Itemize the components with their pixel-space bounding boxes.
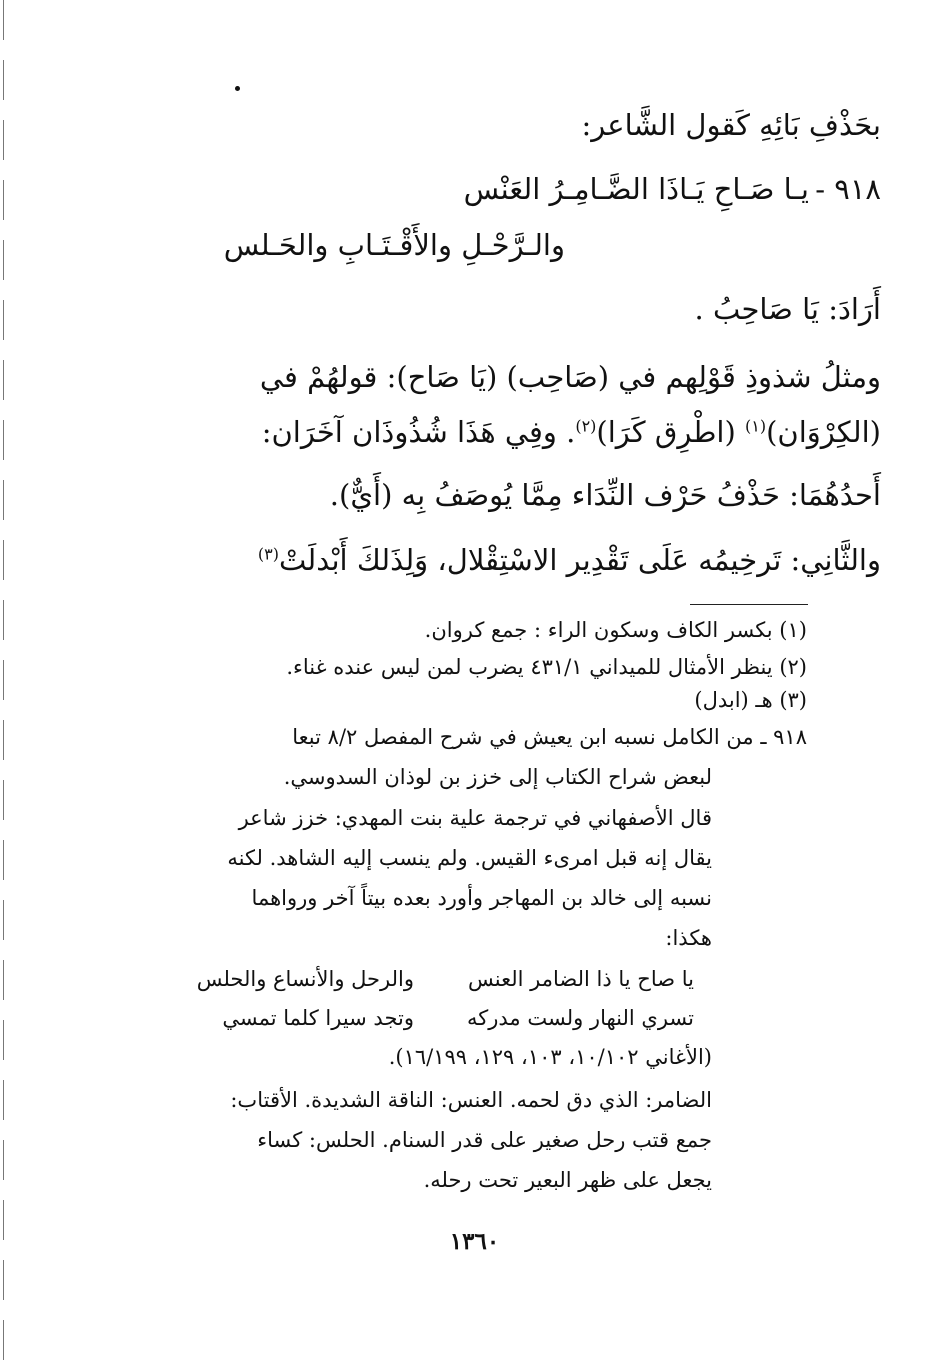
footnote-ref-1: (١) [745, 416, 767, 436]
scan-edge [3, 0, 4, 1371]
text-run: والثَّانِي: تَرخِيمُه عَلَى تَقْدِير الاسْتِقْلال، وَلِذَلكَ أَبْدلَتْ [278, 543, 881, 577]
main-line-1: بحَذْفِ بَائِهِ كَقول الشَّاعر: [581, 108, 881, 142]
footnote-2: (٢) ينظر الأمثال للميداني ٤٣١/١ يضرب لمن ليس عنده غناء. [286, 655, 807, 679]
commentary-line: هكذا: [665, 926, 712, 950]
verse-hemistich-1: يـا صَـاحِ يَـاذَا الضَّـامِـرُ العَنْس [463, 172, 809, 206]
commentary-line: قال الأصفهاني في ترجمة علية بنت المهدي: خزز شاعر [238, 806, 712, 830]
commentary-reference: (الأغاني ١٠/١٠٢، ١٠٣، ١٢٩، ١٦/١٩٩). [388, 1045, 712, 1069]
verse-number: ٩١٨ - [815, 172, 881, 206]
commentary-gloss-line: الضامر: الذي دق لحمه. العنس: الناقة الشديدة. الأقتاب: [230, 1088, 712, 1112]
commentary-head: ٩١٨ ـ من الكامل نسبه ابن يعيش في شرح المفصل ٨/٢ تبعا [292, 725, 807, 749]
commentary-line: لبعض شراح الكتاب إلى خزز بن لوذان السدوسي. [283, 765, 712, 789]
page-number: ١٣٦٠ [449, 1228, 500, 1255]
text-run: . وفِي هَذَا شُذُوذَان آخَرَان: [261, 415, 576, 449]
commentary-verse1-a: يا صاح يا ذا الضامر العنس [468, 967, 694, 991]
main-line-8 [258, 543, 881, 577]
text-run: (اطْرِق كَرَا) [596, 415, 745, 449]
main-para1-line1: ومثلُ شذوذِ قَوْلِهم في (صَاحِب) (يَا صَاح): قولهُمْ في [259, 360, 881, 394]
text-run: (الكِرْوَان) [766, 415, 881, 449]
main-para1-line2 [262, 415, 881, 449]
footnote-ref-3: (٣) [257, 544, 279, 564]
verse-hemistich-2: والـرَّحْـلِ والأَقْـتَـابِ والحَـلس [223, 228, 565, 262]
commentary-verse2-b: وتجد سيرا كلما تمسي [222, 1006, 414, 1030]
commentary-verse1-b: والرحل والأنساع والحلس [196, 967, 414, 991]
commentary-gloss-line: جمع قتب رحل صغير على قدر السنام. الحلس: كساء [257, 1128, 712, 1152]
ink-dot [235, 86, 240, 91]
main-line-4: أَرَادَ: يَا صَاحِبُ . [694, 292, 881, 326]
commentary-line: يقال إنه قبل امرىء القيس. ولم ينسب إليه الشاهد. لكنه [227, 846, 712, 870]
commentary-verse2-a: تسري النهار ولست مدركه [467, 1006, 694, 1030]
main-line-7: أَحدُهُمَا: حَذْفُ حَرْف النِّدَاء مِمَّا يُوصَفُ بِه (أَيٌّ). [329, 478, 881, 512]
commentary-line: نسبه إلى خالد بن المهاجر وأورد بعده بيتاً آخر ورواهما [251, 886, 712, 910]
footnote-1: (١) بكسر الكاف وسكون الراء : جمع كروان. [424, 618, 807, 642]
commentary-gloss-line: يجعل على ظهر البعير تحت رحله. [423, 1168, 712, 1192]
footnote-ref-2: (٢) [575, 416, 597, 436]
footnote-3: (٣) هـ (ابدل) [694, 688, 807, 712]
footnote-separator [690, 604, 808, 605]
